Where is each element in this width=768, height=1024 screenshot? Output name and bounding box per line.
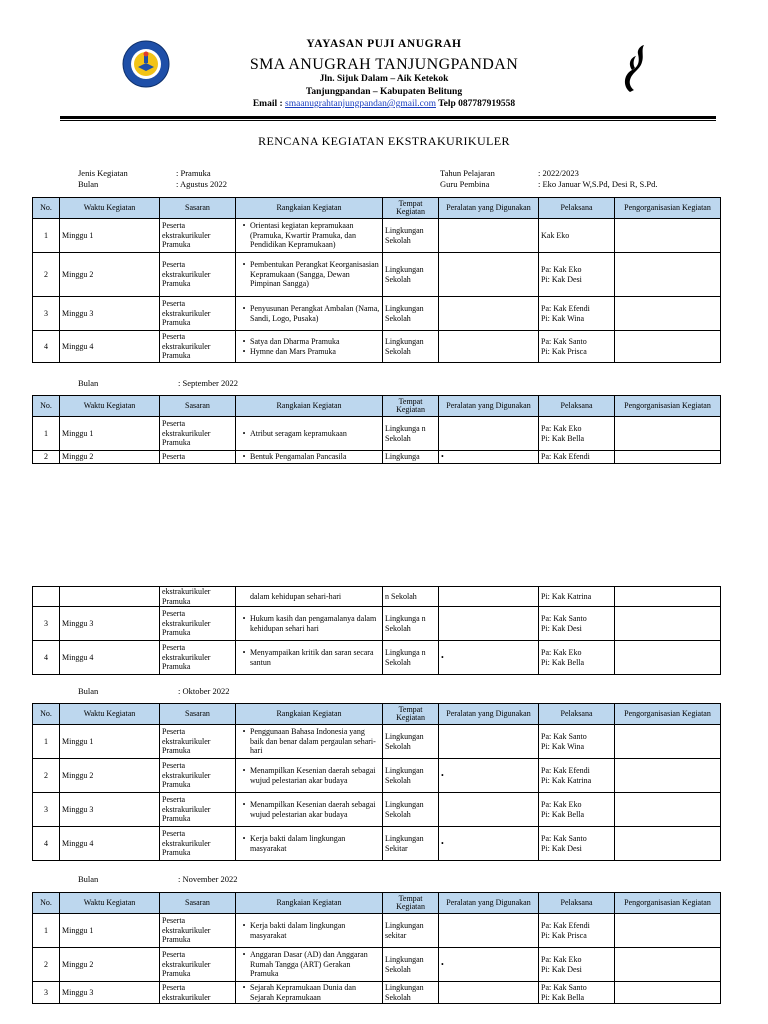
cell-no: 1 [33,914,60,948]
column-header-waktu: Waktu Kegiatan [60,704,160,725]
bullet-icon: • [242,221,246,231]
cell-no: 2 [33,451,60,464]
cell-tempat: Lingkungan Sekolah [383,982,439,1004]
cell-peralatan [439,982,539,1004]
cell-kegiatan [236,253,383,297]
cell-sasaran: Peserta ekstrakurikuler Pramuka [160,948,236,982]
bullet-icon: • [242,834,246,843]
cell-waktu: Minggu 3 [60,793,160,827]
cell-pengorganisasian [615,607,721,641]
foundation-name: YAYASAN PUJI ANUGRAH [306,38,462,50]
cell-pelaksana: Pa: Kak Efendi Pi: Kak Wina [539,297,615,331]
cell-waktu: Minggu 4 [60,641,160,675]
cell-pengorganisasian [615,417,721,451]
cell-no: 3 [33,793,60,827]
address-line-1: Jln. Sijuk Dalam – Aik Ketekok [319,74,449,84]
cell-tempat: Lingkungan Sekolah [383,219,439,253]
cell-no: 3 [33,607,60,641]
table-row [33,725,721,759]
kegiatan-text: Hukum kasih dan pengamalanya dalam kehidupan sehari hari [250,614,377,633]
cell-kegiatan [236,587,383,607]
cell-pengorganisasian [615,641,721,675]
cell-no: 2 [33,948,60,982]
column-header-no: No. [33,704,60,725]
cell-tempat: Lingkungan Sekolah [383,725,439,759]
cell-peralatan [439,219,539,253]
schedule-table-september-continued [32,586,721,675]
cell-sasaran: Peserta ekstrakurikuler Pramuka [160,914,236,948]
cell-pengorganisasian [615,219,721,253]
kegiatan-text: Orientasi kegiatan kepramukaan (Pramuka, Kwartir Pramuka, dan Pendidikan Kepramukaan) [250,221,356,250]
cell-kegiatan [236,451,383,464]
table-header-row [33,704,721,725]
cell-pengorganisasian [615,587,721,607]
table-row [33,827,721,861]
cell-pengorganisasian [615,982,721,1004]
column-header-pelaksana: Pelaksana [539,198,615,219]
bullet-icon: • [242,260,246,270]
guru-value: : Eko Januar W,S.Pd, Desi R, S.Pd. [538,179,658,189]
cell-pelaksana: Pa: Kak Eko Pi: Kak Desi [539,253,615,297]
cell-tempat: Lingkungan Sekolah [383,759,439,793]
kegiatan-text: Penggunaan Bahasa Indonesia yang baik dan benar dalam pergaulan sehari-hari [250,727,376,756]
cell-pelaksana: Pa: Kak Santo Pi: Kak Bella [539,982,615,1004]
kegiatan-item [238,221,380,250]
kegiatan-text: Kerja bakti dalam lingkungan masyarakat [250,834,346,853]
cell-kegiatan [236,607,383,641]
cell-tempat: n Sekolah [383,587,439,607]
cell-no: 1 [33,417,60,451]
kegiatan-text: Sejarah Kepramukaan Dunia dan Sejarah Kepramukaan [250,983,356,1002]
cell-tempat: Lingkungan Sekitar [383,827,439,861]
cell-pelaksana: Pa: Kak Eko Pi: Kak Desi [539,948,615,982]
kegiatan-text: Menyampaikan kritik dan saran secara santun [250,648,374,667]
cell-pelaksana: Pa: Kak Santo Pi: Kak Wina [539,725,615,759]
kegiatan-item [238,834,380,853]
kegiatan-text: Anggaran Dasar (AD) dan Anggaran Rumah Tangga (ART) Gerakan Pramuka [250,950,368,979]
cell-waktu: Minggu 2 [60,759,160,793]
cell-waktu: Minggu 2 [60,948,160,982]
schedule-table-september [32,395,721,464]
kegiatan-item [238,614,380,633]
cell-pelaksana: Pa: Kak Eko Pi: Kak Bella [539,793,615,827]
cell-pelaksana: Pi: Kak Katrina [539,587,615,607]
cell-no: 3 [33,297,60,331]
bullet-icon: • [242,337,246,346]
column-header-pelaksana: Pelaksana [539,704,615,725]
kegiatan-text: Satya dan Dharma Pramuka [250,337,340,346]
cell-kegiatan [236,297,383,331]
kegiatan-text: Menampilkan Kesenian daerah sebagai wujud pelestarian akar budaya [250,800,376,819]
cell-pengorganisasian [615,297,721,331]
cell-kegiatan [236,759,383,793]
cell-tempat: Lingkungan sekitar [383,914,439,948]
column-header-tempat: Tempat Kegiatan [383,396,439,417]
bulan-label: Bulan [78,874,99,884]
bullet-icon: • [242,983,246,992]
cell-pelaksana: Pa: Kak Santo Pi: Kak Desi [539,827,615,861]
cell-waktu: Minggu 4 [60,331,160,363]
cell-sasaran: Peserta ekstrakurikuler Pramuka [160,759,236,793]
table-header-row [33,396,721,417]
cell-kegiatan [236,982,383,1004]
column-header-waktu: Waktu Kegiatan [60,893,160,914]
cell-waktu: Minggu 1 [60,219,160,253]
cell-sasaran: Peserta ekstrakurikuler Pramuka [160,417,236,451]
jenis-label: Jenis Kegiatan [78,168,128,178]
cell-kegiatan [236,914,383,948]
kegiatan-item [238,921,380,940]
column-header-rangkaian: Rangkaian Kegiatan [236,704,383,725]
kegiatan-item [238,727,380,756]
cell-tempat: Lingkungan Sekolah [383,297,439,331]
bullet-icon: • [242,921,246,930]
month-value: : November 2022 [178,874,238,884]
month-value: : September 2022 [178,378,238,388]
table-row [33,982,721,1004]
column-header-rangkaian: Rangkaian Kegiatan [236,396,383,417]
table-row [33,587,721,607]
table-row [33,607,721,641]
table-row [33,297,721,331]
cell-waktu: Minggu 1 [60,417,160,451]
bullet-icon: • [242,648,246,657]
column-header-sasaran: Sasaran [160,396,236,417]
kegiatan-item [238,766,380,785]
kegiatan-item [238,950,380,979]
cell-tempat: Lingkunga [383,451,439,464]
cell-waktu: Minggu 3 [60,607,160,641]
cell-pelaksana: Kak Eko [539,219,615,253]
table-row [33,793,721,827]
cell-peralatan [439,725,539,759]
kegiatan-item [238,452,380,462]
cell-pelaksana: Pa: Kak Efendi Pi: Kak Prisca [539,914,615,948]
column-header-pengorganisasian: Pengorganisasian Kegiatan [615,198,721,219]
kegiatan-item [238,800,380,819]
cell-tempat: Lingkungan Sekolah [383,331,439,363]
cell-tempat: Lingkunga n Sekolah [383,417,439,451]
contact-line [0,99,768,109]
column-header-peralatan: Peralatan yang Digunakan [439,396,539,417]
cell-sasaran: Peserta ekstrakurikuler Pramuka [160,725,236,759]
kegiatan-item [238,347,380,357]
cell-pelaksana: Pa: Kak Eko Pi: Kak Bella [539,417,615,451]
bullet-icon: • [242,766,246,775]
bulan-label: Bulan [78,686,99,696]
cell-peralatan [439,587,539,607]
cell-kegiatan [236,641,383,675]
bullet-icon: • [242,727,246,737]
column-header-pengorganisasian: Pengorganisasian Kegiatan [615,893,721,914]
column-header-tempat: Tempat Kegiatan [383,704,439,725]
cell-sasaran: Peserta ekstrakurikuler Pramuka [160,827,236,861]
cell-sasaran: ekstrakurikuler Pramuka [160,587,236,607]
column-header-peralatan: Peralatan yang Digunakan [439,198,539,219]
cell-waktu: Minggu 1 [60,914,160,948]
header-rule [60,116,716,119]
kegiatan-item [238,983,380,1002]
column-header-waktu: Waktu Kegiatan [60,198,160,219]
bulan-value: : Agustus 2022 [176,179,228,189]
bullet-icon: • [242,428,246,438]
cell-tempat: Lingkungan Sekolah [383,253,439,297]
cell-tempat: Lingkunga n Sekolah [383,607,439,641]
table-row [33,914,721,948]
kegiatan-item [238,260,380,289]
column-header-waktu: Waktu Kegiatan [60,396,160,417]
cell-no: 2 [33,759,60,793]
month-value: : Oktober 2022 [178,686,230,696]
schedule-table-agustus [32,197,721,363]
column-header-no: No. [33,198,60,219]
jenis-value: : Pramuka [176,168,211,178]
cell-sasaran: Peserta ekstrakurikuler Pramuka [160,219,236,253]
cell-peralatan [439,331,539,363]
cell-pelaksana: Pa: Kak Santo Pi: Kak Desi [539,607,615,641]
cell-waktu: Minggu 3 [60,982,160,1004]
cell-no: 4 [33,827,60,861]
cell-waktu: Minggu 2 [60,451,160,464]
cell-kegiatan [236,219,383,253]
bullet-icon: • [242,950,246,960]
cell-kegiatan [236,827,383,861]
cell-waktu [60,587,160,607]
column-header-tempat: Tempat Kegiatan [383,893,439,914]
school-name: SMA ANUGRAH TANJUNGPANDAN [249,56,519,73]
kegiatan-item [238,429,380,439]
cell-pelaksana: Pa: Kak Santo Pi: Kak Prisca [539,331,615,363]
bullet-icon: • [242,800,246,809]
bulan-label: Bulan [78,378,99,388]
cell-pelaksana: Pa: Kak Eko Pi: Kak Bella [539,641,615,675]
cell-waktu: Minggu 1 [60,725,160,759]
kegiatan-item [238,304,380,323]
kegiatan-text: dalam kehidupan sehari-hari [250,591,342,601]
cell-peralatan [439,914,539,948]
table-row [33,641,721,675]
column-header-no: No. [33,396,60,417]
column-header-pelaksana: Pelaksana [539,396,615,417]
cell-kegiatan [236,331,383,363]
tahun-label: Tahun Pelajaran [440,168,495,178]
column-header-tempat: Tempat Kegiatan [383,198,439,219]
cell-kegiatan [236,417,383,451]
cell-sasaran: Peserta [160,451,236,464]
cell-kegiatan [236,725,383,759]
cell-peralatan [439,607,539,641]
cell-no: 4 [33,331,60,363]
cell-pengorganisasian [615,793,721,827]
email-link[interactable]: smaanugrahtanjungpandan@gmail.com [285,99,436,109]
cell-pengorganisasian [615,827,721,861]
kegiatan-text: Pembentukan Perangkat Keorganisasian Kepramukaan (Sangga, Dewan Pimpinan Sangga) [250,260,379,289]
column-header-rangkaian: Rangkaian Kegiatan [236,893,383,914]
schedule-table-oktober [32,703,721,861]
month-label-september [78,378,238,388]
table-row [33,759,721,793]
cell-peralatan: • [439,451,539,464]
column-header-sasaran: Sasaran [160,704,236,725]
table-header-row [33,198,721,219]
cell-pengorganisasian [615,451,721,464]
cell-sasaran: Peserta ekstrakurikuler Pramuka [160,607,236,641]
column-header-peralatan: Peralatan yang Digunakan [439,893,539,914]
table-row [33,451,721,464]
kegiatan-text: Bentuk Pengamalan Pancasila [250,452,347,462]
bulan-label: Bulan [78,179,99,189]
month-label-oktober [78,686,230,696]
bullet-icon [238,592,250,602]
column-header-pengorganisasian: Pengorganisasian Kegiatan [615,704,721,725]
cell-no: 2 [33,253,60,297]
kegiatan-text: Menampilkan Kesenian daerah sebagai wujud pelestarian akar budaya [250,766,376,785]
kegiatan-item [238,337,380,347]
cell-no: 3 [33,982,60,1004]
cell-no: 1 [33,219,60,253]
kegiatan-text: Penyusunan Perangkat Ambalan (Nama, Sandi, Logo, Pusaka) [250,304,380,323]
cell-waktu: Minggu 2 [60,253,160,297]
cell-pengorganisasian [615,253,721,297]
cell-no: 4 [33,641,60,675]
cell-tempat: Lingkungan Sekolah [383,948,439,982]
bullet-icon: • [242,452,246,462]
kegiatan-text: Atribut seragam kepramukaan [250,428,347,438]
cell-sasaran: Peserta ekstrakurikuler Pramuka [160,331,236,363]
cell-pengorganisasian [615,331,721,363]
cell-peralatan [439,793,539,827]
address-line-2: Tanjungpandan – Kabupaten Belitung [305,87,463,97]
document-title: RENCANA KEGIATAN EKSTRAKURIKULER [258,134,510,148]
table-row [33,417,721,451]
cell-pelaksana: Pa: Kak Efendi [539,451,615,464]
bullet-icon: • [242,304,246,313]
cell-sasaran: Peserta ekstrakurikuler Pramuka [160,297,236,331]
cell-sasaran: Peserta ekstrakurikuler Pramuka [160,253,236,297]
column-header-sasaran: Sasaran [160,893,236,914]
table-row [33,331,721,363]
cell-kegiatan [236,948,383,982]
column-header-pengorganisasian: Pengorganisasian Kegiatan [615,396,721,417]
bullet-icon: • [242,346,246,356]
table-row [33,253,721,297]
cell-tempat: Lingkunga n Sekolah [383,641,439,675]
cell-pengorganisasian [615,948,721,982]
cell-waktu: Minggu 4 [60,827,160,861]
month-label-november [78,874,238,884]
bullet-icon: • [242,614,246,623]
cell-peralatan [439,253,539,297]
table-header-row [33,893,721,914]
kegiatan-item [238,648,380,667]
cell-peralatan: • [439,641,539,675]
column-header-rangkaian: Rangkaian Kegiatan [236,198,383,219]
cell-no [33,587,60,607]
cell-pengorganisasian [615,759,721,793]
cell-tempat: Lingkungan Sekolah [383,793,439,827]
kegiatan-text: Hymne dan Mars Pramuka [250,346,336,356]
column-header-sasaran: Sasaran [160,198,236,219]
cell-sasaran: Peserta ekstrakurikuler Pramuka [160,793,236,827]
column-header-peralatan: Peralatan yang Digunakan [439,704,539,725]
cell-peralatan: • [439,948,539,982]
header-rule-thin [60,120,716,121]
page-break-gap [0,464,768,586]
column-header-pelaksana: Pelaksana [539,893,615,914]
cell-sasaran: Peserta ekstrakurikuler [160,982,236,1004]
column-header-no: No. [33,893,60,914]
email-label: Email : [252,99,283,109]
phone-number: Telp 087787919558 [438,99,516,109]
cell-pengorganisasian [615,914,721,948]
cell-peralatan [439,417,539,451]
cell-peralatan [439,297,539,331]
table-row [33,219,721,253]
table-row [33,948,721,982]
tahun-value: : 2022/2023 [538,168,579,178]
schedule-table-november [32,892,721,1004]
cell-sasaran: Peserta ekstrakurikuler Pramuka [160,641,236,675]
cell-peralatan: • [439,827,539,861]
cell-peralatan: • [439,759,539,793]
kegiatan-text: Kerja bakti dalam lingkungan masyarakat [250,921,346,940]
cell-kegiatan [236,793,383,827]
cell-pengorganisasian [615,725,721,759]
guru-label: Guru Pembina [440,179,490,189]
cell-no: 1 [33,725,60,759]
cell-pelaksana: Pa: Kak Efendi Pi: Kak Katrina [539,759,615,793]
kegiatan-item [238,592,380,602]
cell-waktu: Minggu 3 [60,297,160,331]
